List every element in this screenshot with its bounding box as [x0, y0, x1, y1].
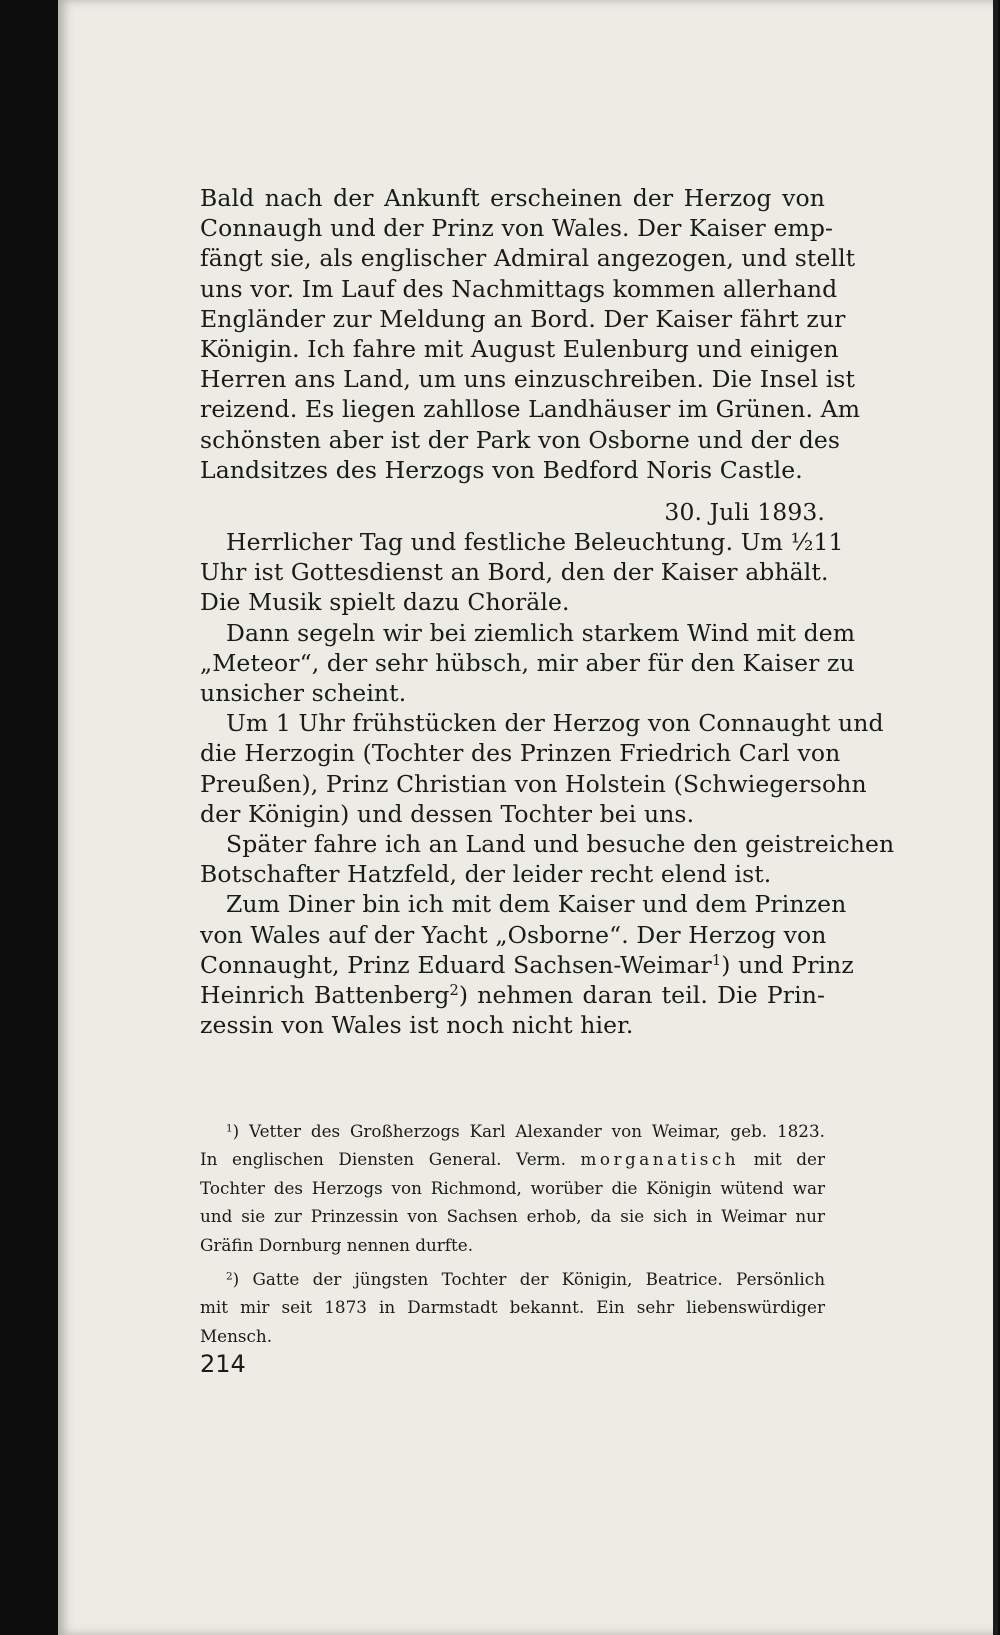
footnote-line: Tochter des Herzogs von Richmond, worüber die Königin wütend war: [200, 1177, 825, 1198]
text-line: Uhr ist Gottesdienst an Bord, den der Kaiser abhält.: [200, 558, 829, 587]
text-fragment: Heinrich Battenberg: [200, 980, 450, 1009]
text-line: Königin. Ich fahre mit August Eulenburg und einigen: [200, 334, 839, 363]
text-line: Zum Diner bin ich mit dem Kaiser und dem Prinzen: [226, 890, 847, 919]
footnote-line: und sie zur Prinzessin von Sachsen erhob, da sie sich in Weimar nur: [200, 1206, 825, 1227]
text-line: Botschafter Hatzfeld, der leider recht elend ist.: [200, 860, 772, 889]
footnote-text: ) Gatte der jüngsten Tochter der Königin, Beatrice. Persönlich: [232, 1268, 825, 1289]
text-line: Dann segeln wir bei ziemlich starkem Wind mit dem: [226, 618, 856, 647]
text-line: reizend. Es liegen zahllose Landhäuser im Grünen. Am: [200, 395, 861, 424]
text-line: uns vor. Im Lauf des Nachmittags kommen allerhand: [200, 274, 838, 303]
text-line: Bald nach der Ankunft erscheinen der Herzog von: [200, 184, 825, 212]
text-line: Später fahre ich an Land und besuche den geistreichen: [226, 829, 895, 858]
text-fragment: Connaught, Prinz Eduard Sachsen-Weimar: [200, 950, 712, 979]
text-fragment: ) und Prinz: [721, 950, 854, 979]
text-line: Connaugh und der Prinz von Wales. Der Kaiser emp-: [200, 214, 834, 243]
footnote-text: In englischen Diensten General. Verm.: [200, 1149, 581, 1170]
text-line: Landsitzes des Herzogs von Bedford Noris Castle.: [200, 455, 803, 484]
text-line: von Wales auf der Yacht „Osborne“. Der Herzog von: [200, 920, 827, 949]
footnote-line: mit mir seit 1873 in Darmstadt bekannt. Ein sehr liebenswürdiger: [200, 1297, 825, 1318]
text-line: Engländer zur Meldung an Bord. Der Kaiser fährt zur: [200, 304, 846, 333]
footnote-text: mit der: [739, 1149, 825, 1170]
main-text: [200, 183, 895, 1040]
text-line: [200, 950, 854, 980]
footnote-emphasis: morganatisch: [580, 1149, 740, 1170]
footnote-2: [200, 1265, 825, 1293]
text-line: Um 1 Uhr frühstücken der Herzog von Connaught und: [226, 709, 884, 738]
footnote-line: [200, 1145, 825, 1173]
footnote-line: Gräfin Dornburg nennen durfte.: [200, 1234, 474, 1255]
text-line: Die Musik spielt dazu Choräle.: [200, 588, 570, 617]
text-line: zessin von Wales ist noch nicht hier.: [200, 1011, 634, 1040]
text-line: unsicher scheint.: [200, 679, 407, 707]
page-number: 214: [200, 1350, 246, 1378]
entry-date: 30. Juli 1893.: [664, 497, 825, 526]
footnote-marker: 2: [226, 1270, 233, 1283]
footnotes: [200, 1117, 825, 1350]
footnote-text: ) Vetter des Großherzogs Karl Alexander von Weimar, geb. 1823.: [232, 1121, 825, 1141]
text-line: „Meteor“, der sehr hübsch, mir aber für den Kaiser zu: [200, 648, 855, 677]
footnote-ref-2: 2: [449, 981, 459, 999]
text-line: Herrlicher Tag und festliche Beleuchtung. Um ½11: [226, 528, 844, 557]
footnote-marker: 1: [226, 1122, 233, 1135]
text-line: die Herzogin (Tochter des Prinzen Friedrich Carl von: [200, 739, 841, 768]
text-fragment: ) nehmen daran teil. Die Prin-: [458, 980, 825, 1009]
text-line: Preußen), Prinz Christian von Holstein (Schwiegersohn: [200, 769, 867, 798]
text-line: der Königin) und dessen Tochter bei uns.: [200, 799, 695, 828]
text-line: Herren ans Land, um uns einzuschreiben. Die Insel ist: [200, 365, 856, 394]
text-line: [200, 980, 825, 1010]
footnote-1: [200, 1117, 825, 1145]
footnote-ref-1: 1: [711, 951, 722, 969]
text-line: schönsten aber ist der Park von Osborne und der des: [200, 425, 841, 454]
scanner-edge: [993, 0, 998, 1635]
footnote-line: Mensch.: [200, 1325, 273, 1346]
text-line: fängt sie, als englischer Admiral angezogen, und stellt: [200, 244, 856, 273]
